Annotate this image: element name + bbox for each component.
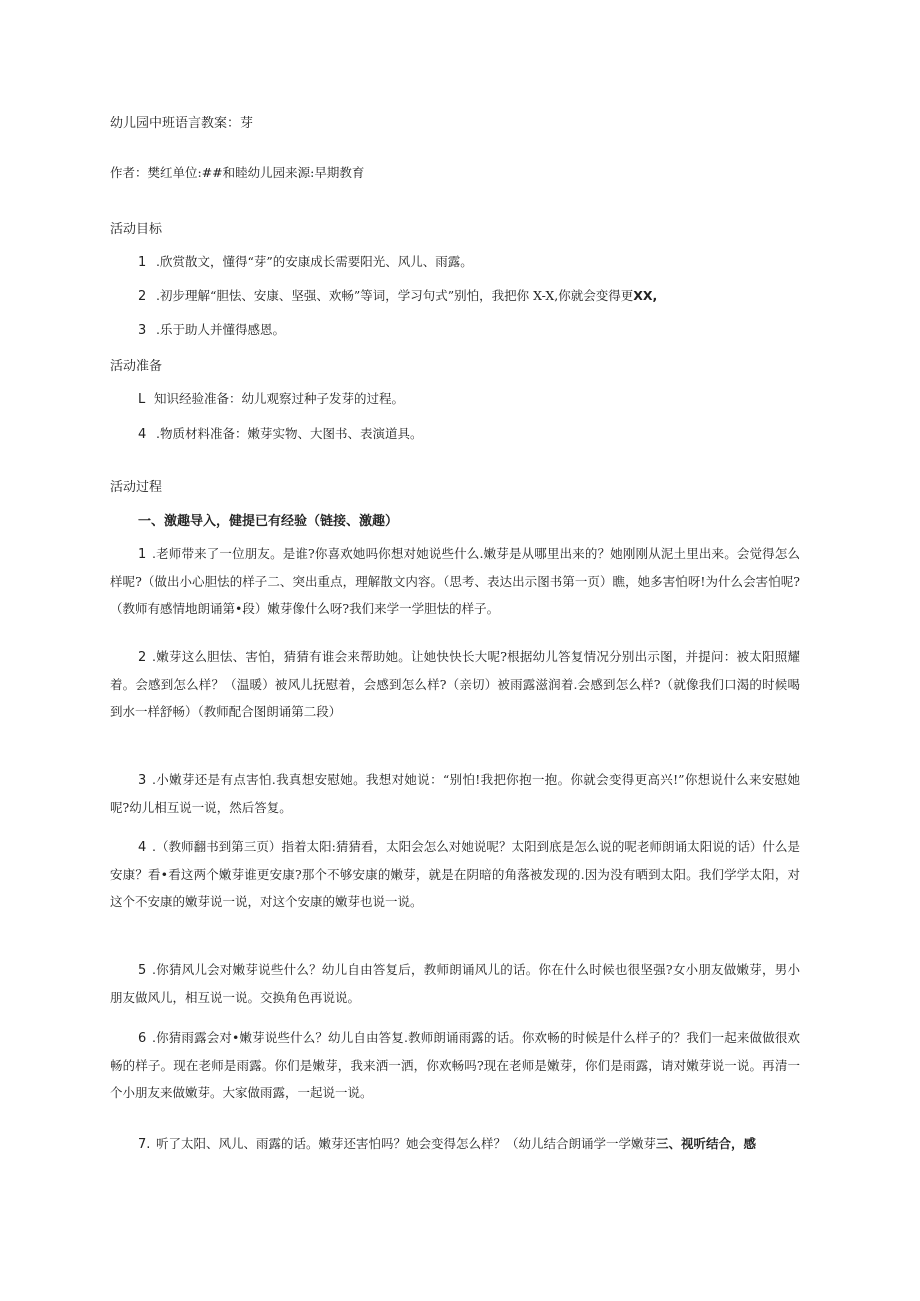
section-heading-goals: 活动目标 [110,222,163,237]
paragraph-text: 听了太阳、风儿、雨露的话。嫩芽还害怕吗？她会变得怎么样？（幼儿结合朗诵学一学嫩芽 [156,1136,657,1151]
paragraph-text-tail: 三、视听结合，感 [656,1136,757,1151]
author-info: 作者：樊红单位:##和睦幼儿园来源:早期教育 [110,165,365,180]
paragraph-text: .你猜雨露会对•嫩芽说些什么？幼儿自由答复.教师朗诵雨露的话。你欢畅的时候是什么样子的？我们一起来做做很欢畅的样子。现在老师是雨露。你们是嫩芽，我来洒一洒，你欢畅吗?现在老师是嫩芽，你们是雨露，请对嫩芽说一说。再清一个小朋友来做嫩芽。大家做雨露，一起说一说。 [110,1030,800,1100]
paragraph-number: 5 [138,963,147,978]
process-paragraph-2 [110,643,800,725]
page-title: 幼儿园中班语言教案：芽 [110,116,254,131]
process-subheading-1: 一、激趣导入，健提已有经验（链接、激趣） [138,514,399,529]
paragraph-text: .小嫩芽还是有点害怕.我真想安慰她。我想对她说：“别怕!我把你抱一抱。你就会变得更高兴!”你想说什么来安慰她呢?幼儿相互说一说，然后答复。 [110,772,800,815]
goal-item-1 [138,252,473,270]
paragraph-number: 1 [138,547,147,562]
process-paragraph-6 [110,1024,800,1106]
goal-number: 3 [138,323,147,338]
process-paragraph-3 [110,766,800,821]
process-paragraph-4 [110,833,800,915]
goal-text-tail: XX, [633,288,658,303]
goal-number: 1 [138,255,147,270]
process-paragraph-7 [110,1130,800,1158]
section-heading-prep: 活动准备 [110,359,163,374]
goal-text: .欣赏散文，懂得“芽”的安康成长需要阳光、风儿、雨露。 [156,254,473,269]
paragraph-text: .（教师翻书到第三页）指着太阳:猜猜看，太阳会怎么对她说呢？太阳到底是怎么说的呢老师朗诵太阳说的话）什么是安康？看•看这两个嫩芽谁更安康?那个不够安康的嫩芽，就是在阴暗的角落被发现的.因为没有晒到太阳。我们学学太阳，对这个不安康的嫩芽说一说，对这个安康的嫩芽也说一说。 [110,839,800,909]
goal-text: .乐于助人并懂得感恩。 [156,322,285,337]
goal-text: .初步理解“胆怯、安康、坚强、欢畅”等词，学习句式”别怕，我把你 X-X,你就会变得更 [156,288,634,303]
goal-item-3 [138,320,285,338]
paragraph-text: .老师带来了一位朋友。是谁?你喜欢她吗你想对她说些什么.嫩芽是从哪里出来的？她刚刚从泥土里出来。会觉得怎么样呢?（做出小心胆怯的样子二、突出重点，理解散文内容。（思考、表达出示图书第一页）瞧，她多害怕呀!为什么会害怕呢?（教师有感情地朗诵第•段）嫩芽像什么呀?我们来学一学胆怯的样子。 [110,546,800,616]
goal-number: 2 [138,289,147,304]
goal-item-2 [138,286,657,304]
prep-item-2 [138,424,422,442]
paragraph-number: 2 [138,650,147,665]
section-heading-process: 活动过程 [110,480,163,495]
prep-text: 知识经验准备：幼儿观察过种子发芽的过程。 [154,391,405,406]
paragraph-number: 3 [138,773,147,788]
paragraph-number: 7. [138,1137,151,1152]
paragraph-text: .嫩芽这么胆怯、害怕，猜猜有谁会来帮助她。让她快快长大呢?根据幼儿答复情况分别出示图，并提问：被太阳照耀着。会感到怎么样？（温暖）被风儿抚慰着，会感到怎么样?（亲切）被雨露滋润着.会感到怎么样?（就像我们口渴的时候喝到水一样舒畅）（教师配合图朗诵第二段） [110,649,800,719]
prep-number: 4 [138,427,147,442]
prep-text: .物质材料准备：嫩芽实物、大图书、表演道具。 [156,426,423,441]
process-paragraph-1 [110,540,800,622]
paragraph-text: .你猜风儿会对嫩芽说些什么？幼儿自由答复后，教师朗诵风儿的话。你在什么时候也很坚强?女小朋友做嫩芽，男小朋友做风儿，相互说一说。交换角色再说说。 [110,962,800,1005]
process-paragraph-5 [110,956,800,1011]
prep-item-1 [138,389,404,407]
paragraph-number: 4 [138,840,147,855]
paragraph-number: 6 [138,1031,147,1046]
prep-number: L [138,392,146,407]
